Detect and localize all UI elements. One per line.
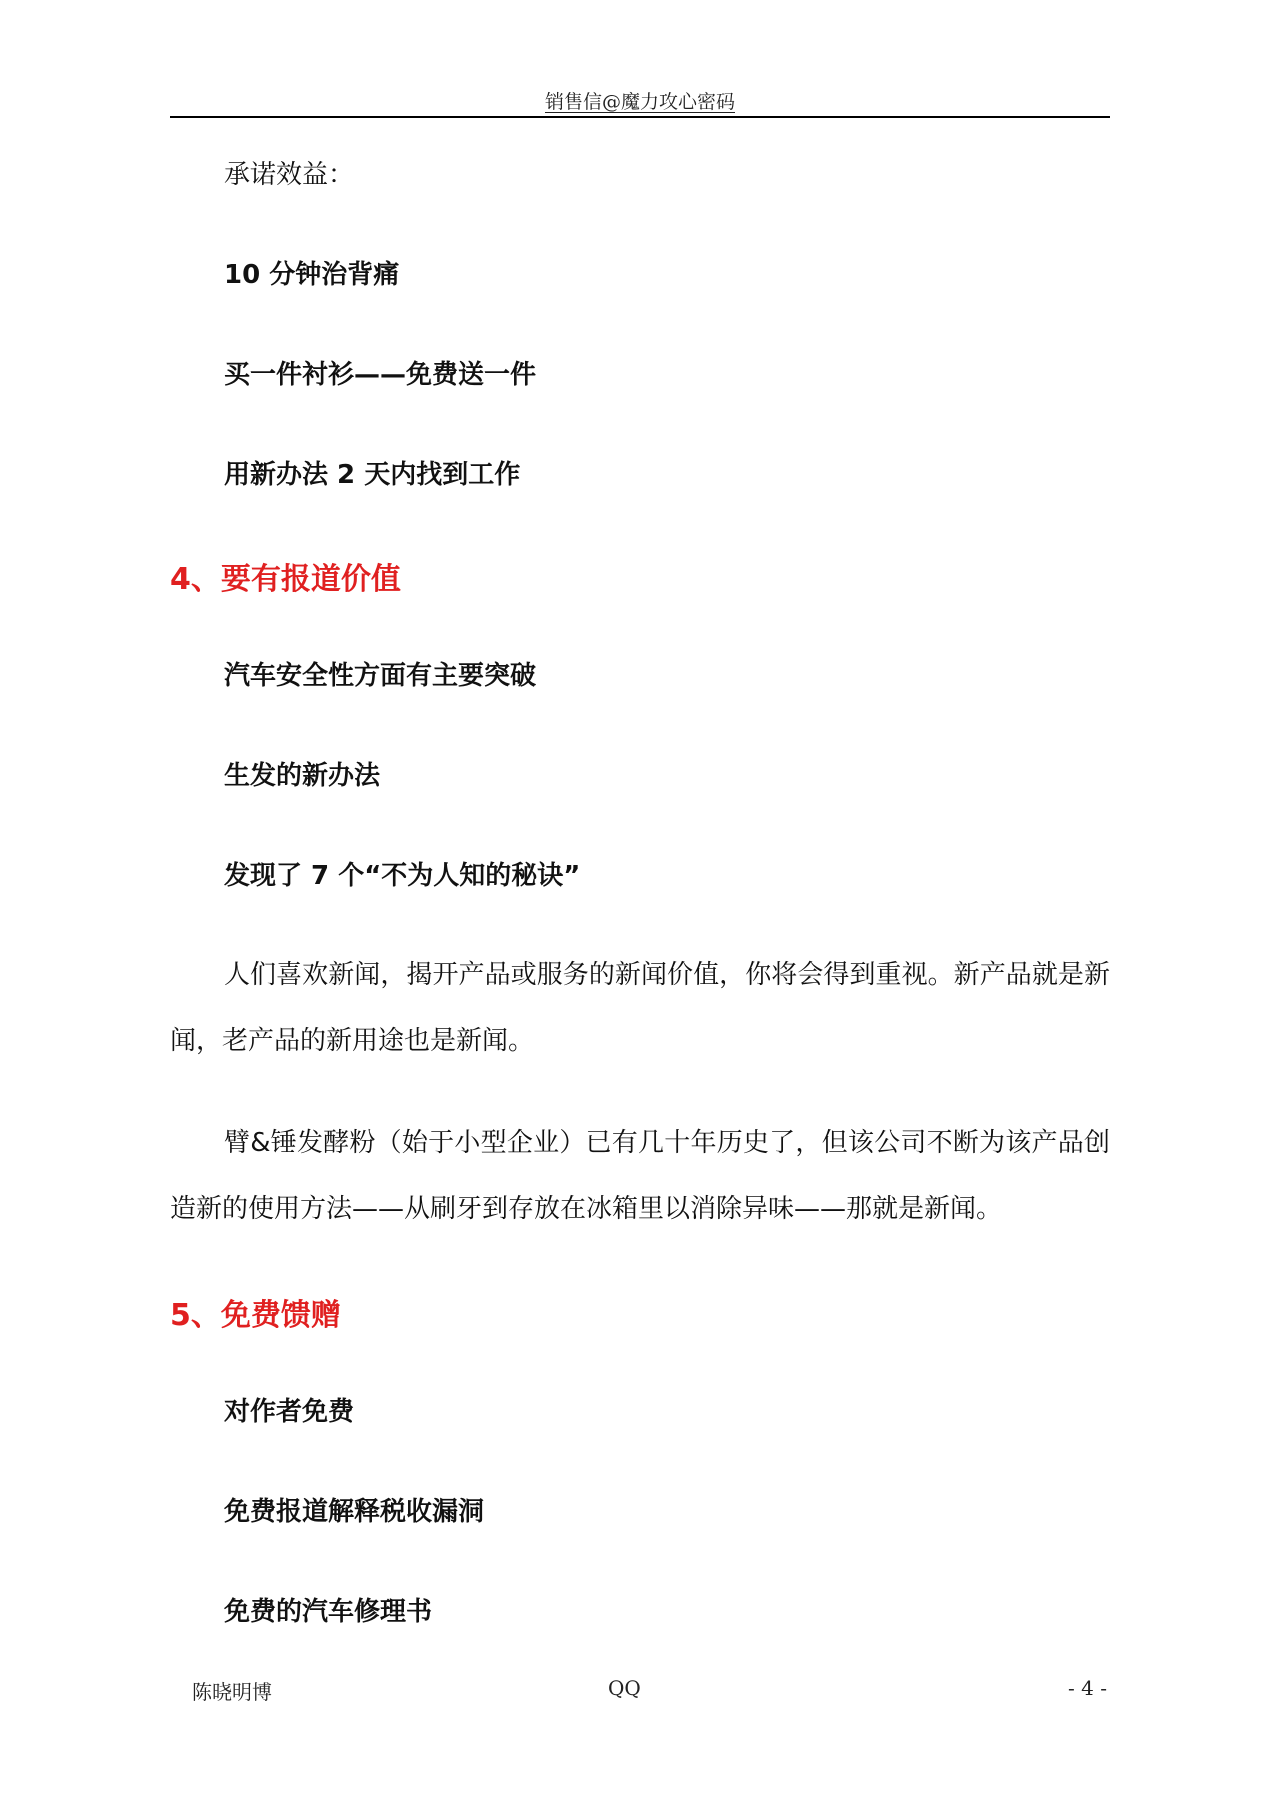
header-title: 销售信@魔力攻心密码 [544, 91, 735, 113]
paragraph-arm-hammer: 臂&锤发酵粉（始于小型企业）已有几十年历史了，但该公司不断为该产品创造新的使用方法——从刷牙到存放在冰箱里以消除异味——那就是新闻。 [170, 1128, 1110, 1224]
paragraph-news-value: 人们喜欢新闻，揭开产品或服务的新闻价值，你将会得到重视。新产品就是新闻，老产品的新用途也是新闻。 [170, 960, 1110, 1056]
section-5-heading: 5、免费馈赠 [170, 1298, 341, 1333]
promise-label: 承诺效益： [224, 160, 355, 190]
section-5-item: 对作者免费 [224, 1397, 355, 1427]
section-4-item: 发现了 7 个“不为人知的秘诀” [224, 861, 581, 891]
section-4-item: 生发的新办法 [224, 761, 381, 791]
section-5-item: 免费报道解释税收漏洞 [224, 1497, 485, 1527]
footer-qq: QQ [608, 1676, 641, 1700]
promise-item: 用新办法 2 天内找到工作 [224, 460, 521, 490]
section-4-heading: 4、要有报道价值 [170, 562, 401, 597]
promise-item: 买一件衬衫——免费送一件 [224, 360, 537, 390]
section-5-item: 免费的汽车修理书 [224, 1597, 433, 1627]
promise-item: 10 分钟治背痛 [224, 260, 400, 290]
footer-page-number: - 4 - [1068, 1676, 1107, 1700]
page-header [170, 88, 1110, 118]
footer-author: 陈晓明博 [192, 1680, 272, 1704]
section-4-item: 汽车安全性方面有主要突破 [224, 661, 537, 691]
